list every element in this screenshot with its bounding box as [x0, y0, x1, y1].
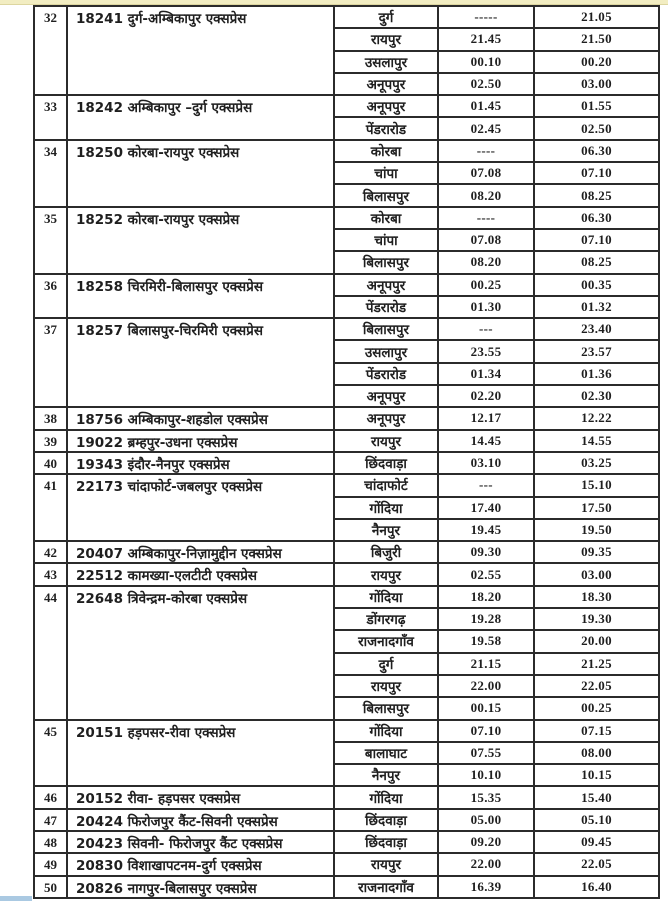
station-cell: गोंदिया [334, 720, 438, 742]
arrival-time-cell: 01.30 [438, 296, 534, 318]
station-cell: छिंदवाड़ा [334, 452, 438, 474]
stop-row [34, 563, 659, 585]
serial-number-cell: 40 [34, 452, 67, 474]
departure-time-cell: 03.00 [534, 73, 659, 95]
arrival-time-cell: 21.15 [438, 653, 534, 675]
station-cell: नैनपुर [334, 519, 438, 541]
train-name-cell: 20423 सिवनी- फिरोजपुर कैंट एक्सप्रेस [67, 831, 334, 853]
arrival-time-cell: 00.10 [438, 51, 534, 73]
arrival-time-cell: ---- [438, 207, 534, 229]
station-cell: कोरबा [334, 140, 438, 162]
train-name-cell: 22173 चांदाफोर्ट-जबलपुर एक्सप्रेस [67, 474, 334, 541]
departure-time-cell: 23.40 [534, 318, 659, 340]
station-cell: दुर्ग [334, 653, 438, 675]
station-cell: गोंदिया [334, 497, 438, 519]
arrival-time-cell: ----- [438, 6, 534, 28]
serial-number-cell: 37 [34, 318, 67, 407]
departure-time-cell: 15.40 [534, 786, 659, 808]
train-name-cell: 18257 बिलासपुर-चिरमिरी एक्सप्रेस [67, 318, 334, 407]
arrival-time-cell: 19.28 [438, 608, 534, 630]
station-cell: रायपुर [334, 28, 438, 50]
train-name-cell: 20151 हड़पसर-रीवा एक्सप्रेस [67, 720, 334, 787]
station-cell: बिलासपुर [334, 184, 438, 206]
station-cell: बिलासपुर [334, 697, 438, 719]
train-name-cell: 19022 ब्रम्हपुर-उधना एक्सप्रेस [67, 430, 334, 452]
serial-number-cell: 45 [34, 720, 67, 787]
departure-time-cell: 03.00 [534, 563, 659, 585]
departure-time-cell: 05.10 [534, 809, 659, 831]
departure-time-cell: 00.25 [534, 697, 659, 719]
station-cell: छिंदवाड़ा [334, 831, 438, 853]
stop-row [34, 318, 659, 340]
train-timetable [33, 5, 660, 899]
departure-time-cell: 10.15 [534, 764, 659, 786]
departure-time-cell: 23.57 [534, 340, 659, 362]
stop-row [34, 541, 659, 563]
station-cell: गोंदिया [334, 586, 438, 608]
departure-time-cell: 19.30 [534, 608, 659, 630]
train-name-cell: 20407 अम्बिकापुर-निज़ामुद्दीन एक्सप्रेस [67, 541, 334, 563]
serial-number-cell: 38 [34, 407, 67, 429]
stop-row [34, 586, 659, 608]
departure-time-cell: 01.55 [534, 95, 659, 117]
arrival-time-cell: 00.15 [438, 697, 534, 719]
train-name-cell: 22512 कामख्या-एलटीटी एक्सप्रेस [67, 563, 334, 585]
arrival-time-cell: 00.25 [438, 274, 534, 296]
serial-number-cell: 42 [34, 541, 67, 563]
arrival-time-cell: 07.10 [438, 720, 534, 742]
arrival-time-cell: 14.45 [438, 430, 534, 452]
departure-time-cell: 03.25 [534, 452, 659, 474]
departure-time-cell: 06.30 [534, 140, 659, 162]
arrival-time-cell: 12.17 [438, 407, 534, 429]
arrival-time-cell: 03.10 [438, 452, 534, 474]
station-cell: चांपा [334, 229, 438, 251]
departure-time-cell: 21.25 [534, 653, 659, 675]
departure-time-cell: 21.05 [534, 6, 659, 28]
departure-time-cell: 09.45 [534, 831, 659, 853]
departure-time-cell: 02.50 [534, 117, 659, 139]
station-cell: उसलापुर [334, 51, 438, 73]
arrival-time-cell: --- [438, 318, 534, 340]
train-name-cell: 18242 अम्बिकापुर –दुर्ग एक्सप्रेस [67, 95, 334, 140]
stop-row [34, 95, 659, 117]
train-name-cell: 18241 दुर्ग-अम्बिकापुर एक्सप्रेस [67, 6, 334, 95]
departure-time-cell: 19.50 [534, 519, 659, 541]
stop-row [34, 430, 659, 452]
train-name-cell: 20826 नागपुर-बिलासपुर एक्सप्रेस [67, 876, 334, 898]
stop-row [34, 786, 659, 808]
departure-time-cell: 17.50 [534, 497, 659, 519]
departure-time-cell: 07.15 [534, 720, 659, 742]
departure-time-cell: 08.25 [534, 184, 659, 206]
departure-time-cell: 07.10 [534, 229, 659, 251]
serial-number-cell: 49 [34, 853, 67, 875]
arrival-time-cell: 10.10 [438, 764, 534, 786]
station-cell: रायपुर [334, 853, 438, 875]
station-cell: पेंडरारोड [334, 296, 438, 318]
station-cell: रायपुर [334, 563, 438, 585]
stop-row [34, 831, 659, 853]
arrival-time-cell: 19.45 [438, 519, 534, 541]
departure-time-cell: 15.10 [534, 474, 659, 496]
arrival-time-cell: 07.08 [438, 162, 534, 184]
station-cell: बिलासपुर [334, 251, 438, 273]
train-name-cell: 18250 कोरबा-रायपुर एक्सप्रेस [67, 140, 334, 207]
departure-time-cell: 18.30 [534, 586, 659, 608]
serial-number-cell: 46 [34, 786, 67, 808]
departure-time-cell: 02.30 [534, 385, 659, 407]
station-cell: अनूपपुर [334, 73, 438, 95]
station-cell: डोंगरगढ़ [334, 608, 438, 630]
stop-row [34, 720, 659, 742]
stop-row [34, 6, 659, 28]
serial-number-cell: 41 [34, 474, 67, 541]
stop-row [34, 452, 659, 474]
arrival-time-cell: 16.39 [438, 876, 534, 898]
station-cell: अनूपपुर [334, 385, 438, 407]
arrival-time-cell: 02.50 [438, 73, 534, 95]
arrival-time-cell: 23.55 [438, 340, 534, 362]
serial-number-cell: 47 [34, 809, 67, 831]
station-cell: छिंदवाड़ा [334, 809, 438, 831]
station-cell: चांदाफोर्ट [334, 474, 438, 496]
arrival-time-cell: 01.45 [438, 95, 534, 117]
arrival-time-cell: 05.00 [438, 809, 534, 831]
station-cell: पेंडरारोड [334, 117, 438, 139]
departure-time-cell: 14.55 [534, 430, 659, 452]
train-name-cell: 22648 त्रिवेन्द्रम-कोरबा एक्सप्रेस [67, 586, 334, 720]
serial-number-cell: 34 [34, 140, 67, 207]
departure-time-cell: 07.10 [534, 162, 659, 184]
arrival-time-cell: 15.35 [438, 786, 534, 808]
arrival-time-cell: 08.20 [438, 251, 534, 273]
departure-time-cell: 12.22 [534, 407, 659, 429]
timetable-body [34, 6, 659, 898]
stop-row [34, 407, 659, 429]
stop-row [34, 274, 659, 296]
station-cell: अनूपपुर [334, 407, 438, 429]
arrival-time-cell: --- [438, 474, 534, 496]
arrival-time-cell: 01.34 [438, 363, 534, 385]
train-name-cell: 20424 फिरोजपुर कैंट-सिवनी एक्सप्रेस [67, 809, 334, 831]
departure-time-cell: 09.35 [534, 541, 659, 563]
departure-time-cell: 22.05 [534, 675, 659, 697]
station-cell: उसलापुर [334, 340, 438, 362]
departure-time-cell: 01.36 [534, 363, 659, 385]
serial-number-cell: 36 [34, 274, 67, 319]
stop-row [34, 474, 659, 496]
stop-row [34, 140, 659, 162]
station-cell: रायपुर [334, 675, 438, 697]
arrival-time-cell: ---- [438, 140, 534, 162]
stop-row [34, 876, 659, 898]
station-cell: बालाघाट [334, 742, 438, 764]
arrival-time-cell: 19.58 [438, 630, 534, 652]
departure-time-cell: 01.32 [534, 296, 659, 318]
station-cell: गोंदिया [334, 786, 438, 808]
serial-number-cell: 39 [34, 430, 67, 452]
departure-time-cell: 08.25 [534, 251, 659, 273]
serial-number-cell: 44 [34, 586, 67, 720]
arrival-time-cell: 22.00 [438, 853, 534, 875]
arrival-time-cell: 18.20 [438, 586, 534, 608]
arrival-time-cell: 07.55 [438, 742, 534, 764]
arrival-time-cell: 07.08 [438, 229, 534, 251]
departure-time-cell: 21.50 [534, 28, 659, 50]
departure-time-cell: 06.30 [534, 207, 659, 229]
serial-number-cell: 32 [34, 6, 67, 95]
serial-number-cell: 33 [34, 95, 67, 140]
train-name-cell: 19343 इंदौर-नैनपुर एक्सप्रेस [67, 452, 334, 474]
arrival-time-cell: 09.30 [438, 541, 534, 563]
departure-time-cell: 00.35 [534, 274, 659, 296]
page-bottom-edge-strip [0, 896, 32, 901]
station-cell: दुर्ग [334, 6, 438, 28]
serial-number-cell: 48 [34, 831, 67, 853]
train-name-cell: 18252 कोरबा-रायपुर एक्सप्रेस [67, 207, 334, 274]
train-name-cell: 18756 अम्बिकापुर-शहडोल एक्सप्रेस [67, 407, 334, 429]
station-cell: अनूपपुर [334, 274, 438, 296]
station-cell: राजनादगाँव [334, 630, 438, 652]
station-cell: राजनादगाँव [334, 876, 438, 898]
arrival-time-cell: 17.40 [438, 497, 534, 519]
station-cell: बिजुरी [334, 541, 438, 563]
arrival-time-cell: 02.55 [438, 563, 534, 585]
serial-number-cell: 35 [34, 207, 67, 274]
serial-number-cell: 50 [34, 876, 67, 898]
station-cell: चांपा [334, 162, 438, 184]
departure-time-cell: 22.05 [534, 853, 659, 875]
arrival-time-cell: 21.45 [438, 28, 534, 50]
departure-time-cell: 00.20 [534, 51, 659, 73]
arrival-time-cell: 09.20 [438, 831, 534, 853]
arrival-time-cell: 22.00 [438, 675, 534, 697]
train-name-cell: 20152 रीवा- हड़पसर एक्सप्रेस [67, 786, 334, 808]
station-cell: नैनपुर [334, 764, 438, 786]
station-cell: रायपुर [334, 430, 438, 452]
departure-time-cell: 20.00 [534, 630, 659, 652]
stop-row [34, 809, 659, 831]
departure-time-cell: 08.00 [534, 742, 659, 764]
departure-time-cell: 16.40 [534, 876, 659, 898]
arrival-time-cell: 02.20 [438, 385, 534, 407]
stop-row [34, 207, 659, 229]
serial-number-cell: 43 [34, 563, 67, 585]
train-name-cell: 20830 विशाखापटनम-दुर्ग एक्सप्रेस [67, 853, 334, 875]
station-cell: बिलासपुर [334, 318, 438, 340]
arrival-time-cell: 02.45 [438, 117, 534, 139]
arrival-time-cell: 08.20 [438, 184, 534, 206]
station-cell: कोरबा [334, 207, 438, 229]
station-cell: पेंडरारोड [334, 363, 438, 385]
train-name-cell: 18258 चिरमिरी-बिलासपुर एक्सप्रेस [67, 274, 334, 319]
stop-row [34, 853, 659, 875]
station-cell: अनूपपुर [334, 95, 438, 117]
